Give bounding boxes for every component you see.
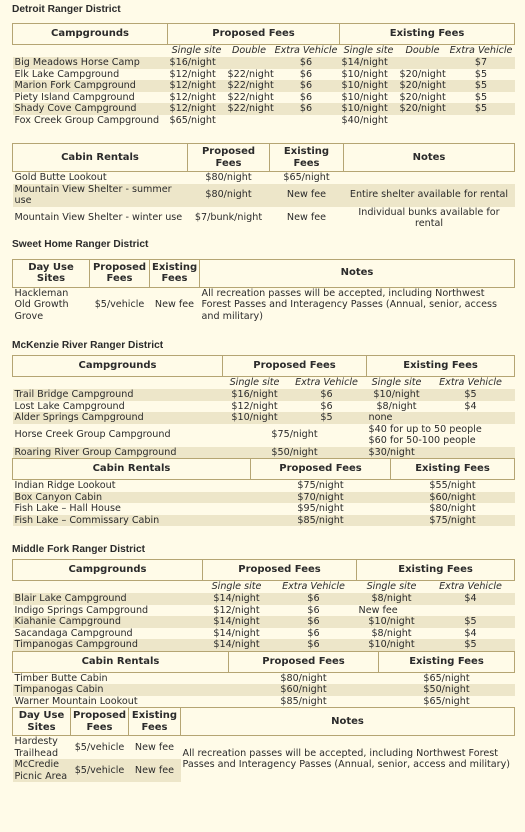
- sweet-home-dayuse-table: [12, 259, 515, 323]
- campground-name: Timpanogas Campground: [13, 639, 203, 651]
- table-row: [13, 401, 515, 413]
- fee-cell: $6: [299, 68, 313, 80]
- fee-cell: $5/vehicle: [74, 741, 125, 753]
- notes-cell: All recreation passes will be accepted, including Northwest Forest Passes and Interagency Passes (Annual, senior, access and military): [182, 747, 511, 770]
- campground-name: Roaring River Group Campground: [13, 447, 223, 459]
- table-row: [13, 593, 515, 605]
- fee-cell: $7/bunk/night: [194, 212, 263, 224]
- fee-cell: $6: [320, 400, 333, 412]
- cabin-name: Box Canyon Cabin: [13, 492, 251, 504]
- col-cabin-rentals: Cabin Rentals: [13, 651, 229, 672]
- col-notes: Notes: [344, 144, 515, 172]
- fee-cell: $6: [271, 616, 357, 628]
- fee-cell: $5: [474, 68, 488, 80]
- site-name: Hackleman Old Growth Grove: [14, 287, 69, 322]
- cabin-name: Timpanogas Cabin: [13, 684, 229, 696]
- col-proposed-fees: Proposed Fees: [71, 708, 129, 736]
- fee-cell: $5: [427, 616, 515, 628]
- fee-cell: [427, 605, 515, 617]
- table-row: [13, 184, 515, 207]
- table-row: [13, 115, 515, 127]
- col-proposed-fees: Proposed Fees: [188, 144, 270, 172]
- table-row: [13, 515, 515, 527]
- col-proposed-fees: Proposed Fees: [90, 259, 150, 287]
- cabin-name: Mountain View Shelter - winter use: [14, 212, 183, 224]
- fee-cell: $6: [273, 57, 340, 69]
- fee-cell: $65/night: [423, 672, 470, 684]
- table-row: [13, 69, 515, 81]
- fee-cell: $22/night: [227, 80, 274, 91]
- table-row: [13, 80, 515, 92]
- col-existing-fees: Existing Fees: [340, 24, 515, 45]
- fee-cell: $75/night: [271, 429, 318, 441]
- fee-cell: $6: [299, 91, 313, 103]
- fee-cell: $22/night: [227, 91, 274, 103]
- campground-name: Fox Creek Group Campground: [14, 114, 160, 126]
- fee-cell: New fee: [358, 604, 398, 616]
- fee-cell: $20/night: [399, 80, 446, 91]
- fee-cell: $20/night: [399, 68, 446, 80]
- fee-cell: $6: [273, 103, 340, 115]
- fee-cell: $60/night: [391, 492, 515, 504]
- fee-cell: none: [367, 412, 427, 424]
- sub-single-site: Single site: [229, 377, 280, 389]
- fee-cell: $14/night: [203, 593, 271, 605]
- fee-cell: $8/night: [357, 593, 427, 605]
- col-day-use-sites: Day Use Sites: [13, 708, 71, 736]
- fee-cell: $10/night: [223, 412, 287, 424]
- fee-cell: $30/night: [367, 447, 515, 459]
- col-existing-fees: Existing Fees: [391, 459, 515, 480]
- campground-name: Sacandaga Campground: [14, 627, 133, 639]
- fee-cell: $16/night: [168, 57, 226, 69]
- fee-cell: $4: [464, 627, 477, 639]
- fee-cell: $7: [448, 57, 515, 69]
- col-cabin-rentals: Cabin Rentals: [13, 459, 251, 480]
- fee-cell: [226, 115, 273, 127]
- middle-fork-dayuse-table: [12, 707, 515, 782]
- col-campgrounds: Campgrounds: [13, 24, 168, 45]
- campground-name: Shady Cove Campground: [13, 103, 168, 115]
- fee-cell: $85/night: [251, 515, 391, 527]
- fee-cell: $70/night: [251, 492, 391, 504]
- campground-name: Indigo Springs Campground: [14, 604, 149, 616]
- fee-cell: $65/night: [283, 172, 330, 183]
- cabin-name: Timber Butte Cabin: [14, 672, 108, 684]
- fee-cell: New fee: [154, 299, 195, 310]
- fee-cell: $5/vehicle: [94, 299, 145, 310]
- fee-line: $40 for up to 50 people: [368, 423, 482, 435]
- campground-name: Elk Lake Campground: [14, 68, 120, 80]
- table-row: [13, 684, 515, 696]
- fee-cell: $12/night: [169, 68, 216, 80]
- campground-name: Alder Springs Campground: [13, 412, 223, 424]
- sweet-home-title: Sweet Home Ranger District: [12, 238, 149, 250]
- col-notes: Notes: [200, 259, 515, 287]
- fee-cell: $22/night: [227, 68, 274, 80]
- col-proposed-fees: Proposed Fees: [168, 24, 340, 45]
- fee-cell: $5: [448, 103, 515, 115]
- fee-cell: $10/night: [341, 91, 388, 103]
- campground-name: Trail Bridge Campground: [13, 389, 223, 401]
- fee-cell: $4: [427, 593, 515, 605]
- detroit-title: Detroit Ranger District: [12, 4, 121, 15]
- fee-cell: $5: [474, 91, 488, 103]
- fee-cell: [398, 115, 448, 127]
- fee-cell: $10/night: [357, 639, 427, 651]
- fee-cell: $75/night: [391, 515, 515, 527]
- fee-cell: $50/night: [223, 447, 367, 459]
- sub-double: Double: [232, 45, 266, 57]
- sub-extra-vehicle: Extra Vehicle: [449, 45, 513, 57]
- fee-cell: $8/night: [376, 400, 417, 412]
- col-campgrounds: Campgrounds: [13, 560, 203, 581]
- table-row: [13, 412, 515, 424]
- fee-cell: $75/night: [297, 480, 344, 491]
- col-proposed-fees: Proposed Fees: [229, 651, 379, 672]
- fee-cell: [398, 57, 448, 69]
- campground-name: Piety Island Campground: [14, 91, 135, 103]
- table-row: [13, 424, 515, 447]
- fee-cell: $14/night: [213, 627, 260, 639]
- col-existing-fees: Existing Fees: [129, 708, 181, 736]
- fee-cell: [448, 115, 515, 127]
- table-row: [13, 616, 515, 628]
- col-existing-fees: Existing Fees: [367, 356, 515, 377]
- detroit-cabin-table: [12, 143, 515, 230]
- fee-cell: $10/night: [341, 68, 388, 80]
- col-proposed-fees: Proposed Fees: [223, 356, 367, 377]
- cabin-name: Mountain View Shelter - summer use: [13, 184, 188, 207]
- table-row: [13, 672, 515, 684]
- cabin-name: Fish Lake – Hall House: [14, 503, 121, 514]
- fee-cell: $85/night: [280, 695, 327, 707]
- fee-cell: $6: [271, 593, 357, 605]
- table-row: [13, 639, 515, 651]
- table-row: [13, 736, 515, 760]
- table-row: [13, 628, 515, 640]
- col-existing-fees: Existing Fees: [270, 144, 344, 172]
- fee-cell: $20/night: [399, 103, 446, 114]
- fee-cell: $10/night: [340, 103, 398, 115]
- fee-cell: $80/night: [205, 172, 252, 183]
- table-row: [13, 389, 515, 401]
- fee-cell: $80/night: [280, 672, 327, 684]
- sub-extra-vehicle: Extra Vehicle: [439, 377, 502, 389]
- fee-cell: $16/night: [223, 389, 287, 401]
- site-name: Hardesty Trailhead: [14, 736, 59, 759]
- sub-extra-vehicle: Extra Vehicle: [439, 581, 502, 593]
- fee-cell: $4: [464, 400, 477, 412]
- table-row: [13, 480, 515, 492]
- fee-line: $60 for 50-100 people: [368, 435, 476, 446]
- fee-cell: $14/night: [340, 57, 398, 69]
- notes-cell: Individual bunks available for rental: [358, 206, 500, 229]
- col-existing-fees: Existing Fees: [150, 259, 200, 287]
- fee-cell: [273, 115, 340, 127]
- mckenzie-cabin-table: [12, 458, 515, 526]
- fee-cell: [367, 424, 515, 447]
- table-row: [13, 57, 515, 69]
- sub-single-site: Single site: [343, 45, 394, 57]
- fee-cell: $10/night: [340, 80, 398, 92]
- fee-cell: $12/night: [213, 604, 260, 616]
- table-row: [13, 287, 515, 322]
- fee-cell: $95/night: [297, 503, 344, 514]
- fee-cell: $14/night: [203, 616, 271, 628]
- notes-cell: Entire shelter available for rental: [344, 184, 515, 207]
- col-existing-fees: Existing Fees: [379, 651, 515, 672]
- fee-cell: $20/night: [399, 91, 446, 103]
- fee-cell: [427, 412, 515, 424]
- detroit-campgrounds-table: [12, 23, 515, 126]
- sub-single-site: Single site: [366, 581, 417, 593]
- notes-cell: All recreation passes will be accepted, including Northwest Forest Passes and Interagency Passes (Annual, senior, access and military): [201, 287, 497, 322]
- sub-extra-vehicle: Extra Vehicle: [274, 45, 338, 57]
- middle-fork-cabin-table: [12, 651, 515, 708]
- fee-cell: $8/night: [371, 627, 412, 639]
- fee-cell: $6: [273, 80, 340, 92]
- fee-cell: $12/night: [231, 400, 278, 412]
- fee-cell: $22/night: [227, 103, 274, 114]
- campground-name: Blair Lake Campground: [13, 593, 203, 605]
- notes-cell: [344, 172, 515, 184]
- table-row: [13, 172, 515, 184]
- fee-cell: $5: [427, 639, 515, 651]
- fee-cell: New fee: [286, 212, 327, 224]
- table-row: [13, 492, 515, 504]
- fee-cell: $40/night: [341, 114, 388, 126]
- fee-cell: $10/night: [367, 389, 427, 401]
- fee-cell: $80/night: [188, 184, 270, 207]
- fee-cell: $55/night: [429, 480, 476, 491]
- fee-cell: [226, 57, 273, 69]
- table-row: [13, 103, 515, 115]
- table-row: [13, 207, 515, 230]
- sub-single-site: Single site: [211, 581, 262, 593]
- fee-cell: $65/night: [423, 695, 470, 707]
- fee-cell: $12/night: [168, 80, 226, 92]
- campground-name: Big Meadows Horse Camp: [13, 57, 168, 69]
- sub-double: Double: [405, 45, 440, 57]
- col-day-use-sites: Day Use Sites: [13, 259, 90, 287]
- mckenzie-campgrounds-table: [12, 355, 515, 458]
- cabin-name: Fish Lake – Commissary Cabin: [13, 515, 251, 527]
- fee-cell: $65/night: [169, 114, 216, 126]
- campground-name: Lost Lake Campground: [14, 400, 125, 412]
- fee-cell: $5/vehicle: [71, 759, 129, 782]
- sub-extra-vehicle: Extra Vehicle: [295, 377, 358, 389]
- col-notes: Notes: [181, 708, 515, 736]
- campground-name: Horse Creek Group Campground: [14, 429, 171, 441]
- table-row: [13, 92, 515, 104]
- cabin-name: Indian Ridge Lookout: [14, 480, 116, 491]
- site-name: McCredie Picnic Area: [13, 759, 71, 782]
- fee-cell: $6: [287, 389, 367, 401]
- fee-cell: $6: [307, 627, 320, 639]
- fee-cell: New fee: [129, 759, 181, 782]
- sub-single-site: Single site: [371, 377, 422, 389]
- fee-cell: $5: [427, 389, 515, 401]
- middle-fork-campgrounds-table: [12, 559, 515, 651]
- mckenzie-title: McKenzie River Ranger District: [12, 340, 164, 351]
- fee-cell: $50/night: [379, 684, 515, 696]
- middle-fork-title: Middle Fork Ranger District: [12, 544, 146, 555]
- table-row: [13, 447, 515, 459]
- fee-cell: $14/night: [203, 639, 271, 651]
- fee-cell: $80/night: [429, 503, 476, 514]
- fee-cell: New fee: [134, 741, 175, 753]
- fee-cell: $12/night: [168, 103, 226, 115]
- col-proposed-fees: Proposed Fees: [203, 560, 357, 581]
- fee-cell: New fee: [270, 184, 344, 207]
- fee-cell: $5: [287, 412, 367, 424]
- col-campgrounds: Campgrounds: [13, 356, 223, 377]
- fee-cell: $5: [448, 80, 515, 92]
- cabin-name: Warner Mountain Lookout: [14, 695, 138, 707]
- table-row: [13, 605, 515, 617]
- campground-name: Marion Fork Campground: [13, 80, 168, 92]
- campground-name: Kiahanie Campground: [13, 616, 203, 628]
- sub-single-site: Single site: [171, 45, 222, 57]
- fee-cell: $12/night: [169, 91, 216, 103]
- col-existing-fees: Existing Fees: [357, 560, 515, 581]
- fee-cell: $10/night: [357, 616, 427, 628]
- table-row: [13, 503, 515, 515]
- fee-cell: $6: [307, 604, 320, 616]
- table-row: [13, 696, 515, 708]
- fee-cell: $6: [271, 639, 357, 651]
- cabin-name: Gold Butte Lookout: [14, 172, 107, 183]
- sub-extra-vehicle: Extra Vehicle: [282, 581, 345, 593]
- col-cabin-rentals: Cabin Rentals: [13, 144, 188, 172]
- fee-cell: $60/night: [229, 684, 379, 696]
- col-proposed-fees: Proposed Fees: [251, 459, 391, 480]
